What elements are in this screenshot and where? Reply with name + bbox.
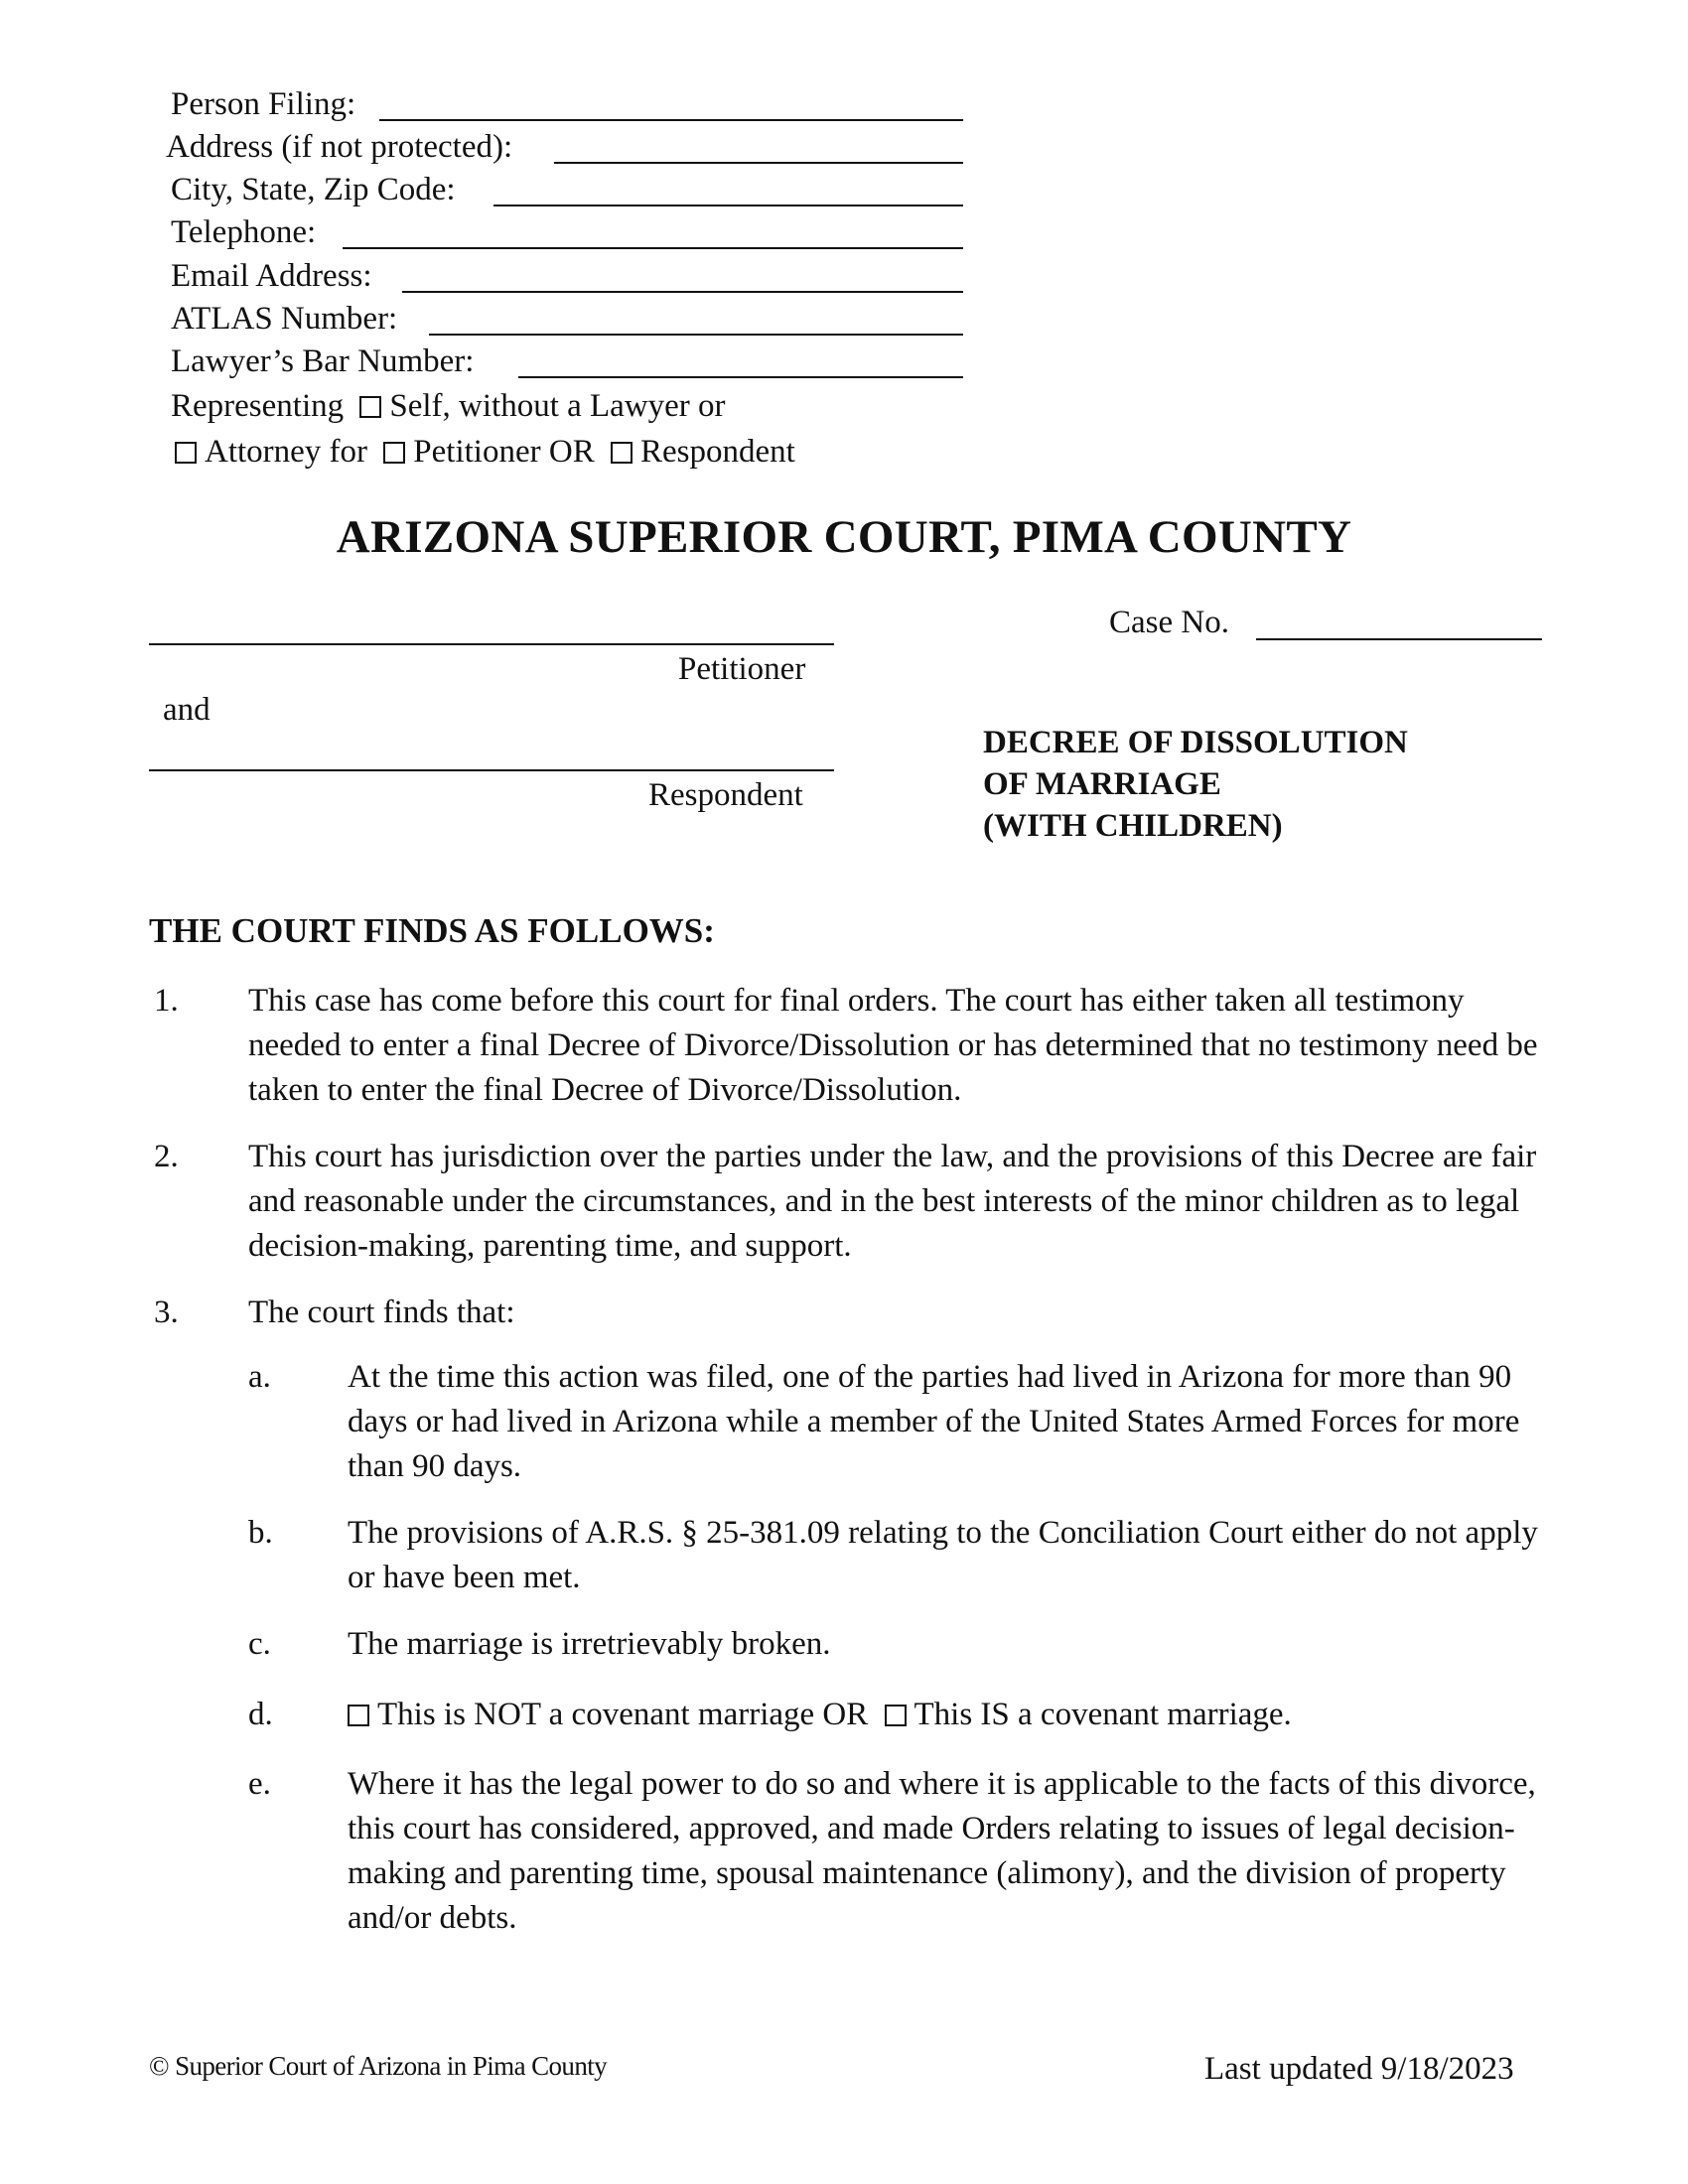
is-covenant-label: This IS a covenant marriage. — [914, 1697, 1292, 1732]
document-title-line-3: (WITH CHILDREN) — [983, 808, 1283, 844]
case-no-label: Case No. — [1109, 605, 1229, 640]
sub-finding-text: The marriage is irretrievably broken. — [348, 1626, 831, 1662]
respondent-option-label: Respondent — [639, 434, 795, 470]
sub-finding-text: The provisions of A.R.S. § 25-381.09 relating to the Conciliation Court either do not apply or have been met. — [348, 1515, 1538, 1595]
attorney-row — [175, 432, 795, 472]
finding-number: 3. — [154, 1295, 179, 1330]
city-state-zip-label: City, State, Zip Code: — [171, 172, 456, 207]
city-state-zip-field[interactable] — [493, 205, 963, 206]
case-no-field[interactable] — [1256, 638, 1542, 640]
self-option-label: Self, without a Lawyer or — [389, 388, 726, 424]
footer-copyright: © Superior Court of Arizona in Pima County — [149, 2051, 608, 2081]
finding-text: The court finds that: — [248, 1295, 515, 1330]
bar-number-field[interactable] — [518, 376, 963, 378]
person-filing-field[interactable] — [379, 119, 963, 121]
finding-text: This case has come before this court for final orders. The court has either taken all testimony needed to enter a final Decree of Divorce/Dissolution or has determined that no testimony need be taken to enter the final Decree of Divorce/Dissolution. — [248, 983, 1538, 1108]
covenant-options — [348, 1693, 1292, 1737]
petitioner-option-label: Petitioner OR — [413, 434, 595, 470]
atlas-label: ATLAS Number: — [171, 301, 398, 337]
not-covenant-checkbox[interactable] — [348, 1705, 369, 1726]
sub-finding-letter: a. — [248, 1359, 271, 1395]
sub-finding-letter: b. — [248, 1515, 273, 1551]
person-filing-label: Person Filing: — [171, 86, 356, 122]
sub-finding-letter: d. — [248, 1697, 273, 1732]
respondent-label: Respondent — [648, 777, 803, 813]
and-label: and — [163, 692, 211, 728]
respondent-name-field[interactable] — [149, 769, 834, 771]
finding-number: 2. — [154, 1139, 179, 1174]
not-covenant-label: This is NOT a covenant marriage OR — [377, 1697, 869, 1732]
sub-finding-text: At the time this action was filed, one of the parties had lived in Arizona for more than 90 days or had lived in Arizona while a member of the United States Armed Forces for more than 90 days. — [348, 1359, 1520, 1484]
findings-heading: THE COURT FINDS AS FOLLOWS: — [149, 911, 715, 950]
document-title-line-1: DECREE OF DISSOLUTION — [983, 725, 1408, 760]
sub-finding-letter: c. — [248, 1626, 271, 1662]
petitioner-name-field[interactable] — [149, 643, 834, 645]
court-title: ARIZONA SUPERIOR COURT, PIMA COUNTY — [336, 511, 1352, 563]
telephone-label: Telephone: — [171, 214, 317, 250]
document-title — [983, 722, 1408, 847]
self-checkbox[interactable] — [359, 396, 381, 418]
atlas-field[interactable] — [429, 334, 963, 336]
representing-row — [171, 386, 726, 426]
sub-finding-letter: e. — [248, 1766, 271, 1802]
finding-text: This court has jurisdiction over the parties under the law, and the provisions of this Decree are fair and reasonable under the circumstances, and in the best interests of the minor children as to legal decision-making, parenting time, and support. — [248, 1139, 1537, 1264]
petitioner-label: Petitioner — [678, 651, 806, 687]
attorney-checkbox[interactable] — [175, 442, 197, 464]
bar-number-label: Lawyer’s Bar Number: — [171, 343, 475, 379]
document-title-line-2: OF MARRIAGE — [983, 766, 1221, 802]
petitioner-checkbox[interactable] — [383, 442, 405, 464]
email-label: Email Address: — [171, 258, 372, 294]
sub-finding-text: Where it has the legal power to do so and where it is applicable to the facts of this divorce, this court has considered, approved, and made Orders relating to issues of legal decision-making and parenting time, spousal maintenance (alimony), and the division of property and/or debts. — [348, 1766, 1536, 1936]
address-field[interactable] — [554, 162, 963, 164]
representing-label: Representing — [171, 388, 345, 424]
footer-last-updated: Last updated 9/18/2023 — [1204, 2051, 1514, 2087]
respondent-checkbox[interactable] — [611, 442, 633, 464]
finding-number: 1. — [154, 983, 179, 1019]
is-covenant-checkbox[interactable] — [885, 1705, 907, 1726]
attorney-for-label: Attorney for — [205, 434, 368, 470]
telephone-field[interactable] — [343, 247, 963, 249]
email-field[interactable] — [402, 291, 963, 293]
address-label: Address (if not protected): — [166, 129, 513, 165]
